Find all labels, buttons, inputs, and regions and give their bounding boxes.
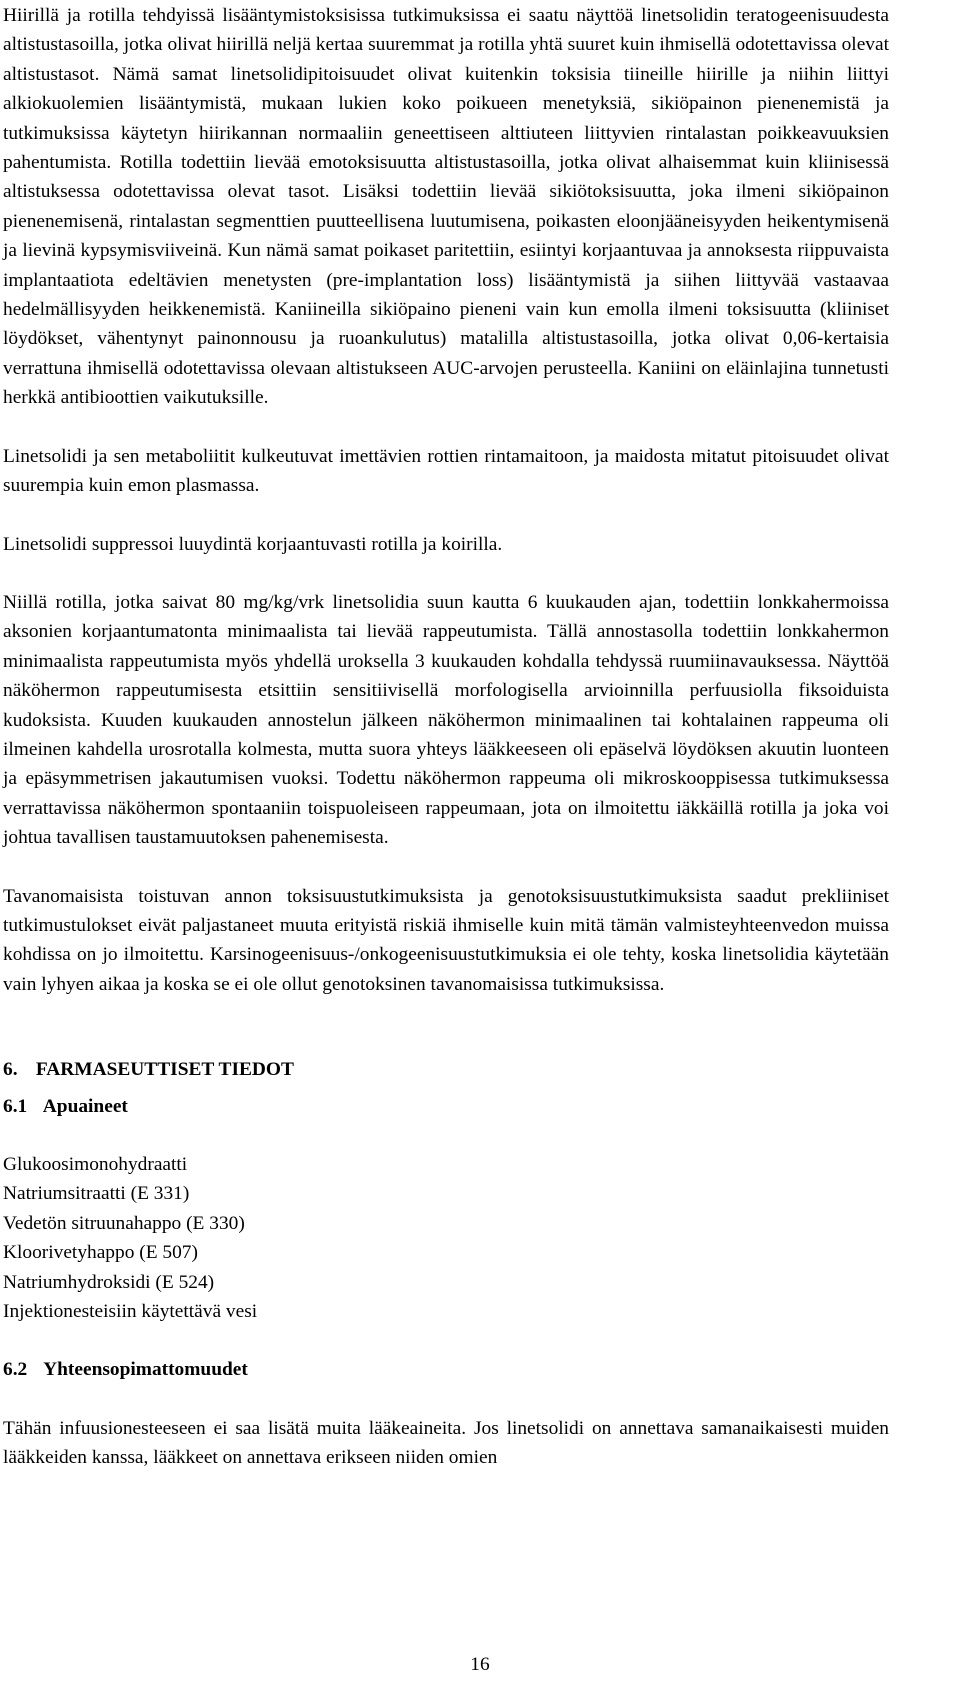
list-item: Injektionesteisiin käytettävä vesi	[3, 1301, 258, 1323]
paragraph-milk-excretion: Linetsolidi ja sen metaboliitit kulkeutuvat imettävien rottien rintamaitoon, ja maidosta mitatut pitoisuudet olivat suurempia kuin emon plasmassa.	[3, 445, 889, 497]
list-item: Natriumhydroksidi (E 524)	[3, 1271, 215, 1293]
list-item: Natriumsitraatti (E 331)	[3, 1183, 190, 1205]
section-6-1-title: Apuaineet	[42, 1095, 128, 1117]
section-6-number: 6.	[3, 1059, 18, 1081]
paragraph-bone-marrow: Linetsolidi suppressoi luuydintä korjaantuvasti rotilla ja koirilla.	[3, 533, 503, 555]
list-item: Glukoosimonohydraatti	[3, 1154, 188, 1175]
excipients-list	[3, 1150, 889, 1326]
section-6-title: FARMASEUTTISET TIEDOT	[35, 1059, 294, 1081]
paragraph-incompatibilities: Tähän infuusionesteeseen ei saa lisätä muita lääkeaineita. Jos linetsolidi on annettava samanaikaisesti muiden lääkkeiden kanssa, lääkkeet on annettava erikseen niiden omien	[3, 1417, 889, 1469]
section-6-2-number: 6.2	[3, 1359, 28, 1381]
section-6-1-heading	[3, 1092, 889, 1121]
paragraph-nerve-degeneration: Niillä rotilla, jotka saivat 80 mg/kg/vrk linetsolidia suun kautta 6 kuukauden ajan, todettiin lonkkahermoissa aksonien korjaantumatonta minimaalista tai lievää rappeutumista. Tällä annostasolla todettiin lonkkahermon minimaalista rappeutumista myös yhdellä uroksella 3 kuukauden kohdalla tehdyssä ruumiinavauksessa. Näyttöä näköhermon rappeutumisesta etsittiin sensitiivisellä morfologisella arvioinnilla perfuusiolla fiksoiduista kudoksista. Kuuden kuukauden annostelun jälkeen näköhermon minimaalinen tai kohtalainen rappeuma oli ilmeinen kahdella urosrotalla kolmesta, mutta suora yhteys lääkkeeseen oli epäselvä löydöksen akuutin luonteen ja epäsymmetrisen jakautumisen vuoksi. Todettu näköhermon rappeuma oli mikroskooppisessa tutkimuksessa verrattavissa näköhermon spontaaniin toispuoleiseen rappeumaan, jota on ilmoitettu iäkkäillä rotilla ja joka voi johtua tavallisen taustamuutoksen pahenemisesta.	[3, 591, 889, 849]
page-content	[3, 0, 889, 1473]
section-6-2-heading	[3, 1355, 889, 1384]
list-item: Kloorivetyhappo (E 507)	[3, 1242, 198, 1264]
page-number: 16	[470, 1654, 490, 1675]
list-item: Vedetön sitruunahappo (E 330)	[3, 1212, 245, 1234]
paragraph-reproductive-toxicity: Hiirillä ja rotilla tehdyissä lisääntymistoksisissa tutkimuksissa ei saatu näyttöä linetsolidin teratogeenisuudesta altistustasoilla, jotka olivat hiirillä neljä kertaa suuremmat ja rotilla yhtä suuret kuin ihmisellä odotettavissa olevat altistustasot. Nämä samat linetsolidipitoisuudet olivat kuitenkin toksisia tiineille hiirille ja niihin liittyi alkiokuolemien lisääntymistä, mukaan lukien koko poikueen menetyksiä, sikiöpainon pienenemistä ja tutkimuksissa käytetyn hiirikannan normaaliin geneettiseen alttiuteen liittyvien rintalastan poikkeavuuksien pahentumista. Rotilla todettiin lievää emotoksisuutta altistustasoilla, jotka olivat alhaisemmat kuin kliinisessä altistuksessa odotettavissa olevat tasot. Lisäksi todettiin lievää sikiötoksisuutta, joka ilmeni sikiöpainon pienenemisenä, rintalastan segmenttien puutteellisena luutumisena, poikasten eloonjääneisyyden heikentymisenä ja lievinä kypsymisviiveinä. Kun nämä samat poikaset paritettiin, esiintyi korjaantuvaa ja annoksesta riippuvaista implantaatiota edeltävien menetysten (pre-implantation loss) lisääntymistä ja siihen liittyvää vastaavaa hedelmällisyyden heikkenemistä. Kaniineilla sikiöpaino pieneni vain kun emolla ilmeni toksisuutta (kliiniset löydökset, vähentynyt painonnousu ja ruoankulutus) matalilla altistustasoilla, jotka olivat 0,06-kertaisia verrattuna ihmisellä odotettavissa olevaan altistukseen AUC-arvojen perusteella. Kaniini on eläinlajina tunnetusti herkkä antibioottien vaikutuksille.	[3, 5, 889, 409]
paragraph-genotoxicity: Tavanomaisista toistuvan annon toksisuustutkimuksista ja genotoksisuustutkimuksista saadut prekliiniset tutkimustulokset eivät paljastaneet muuta erityistä riskiä ihmiselle kuin mitä tämän valmisteyhteenvedon muissa kohdissa on jo ilmoitettu. Karsinogeenisuus-/onkogeenisuustutkimuksia ei ole tehty, koska linetsolidia käytetään vain lyhyen aikaa ja koska se ei ole ollut genotoksinen tavanomaisissa tutkimuksissa.	[3, 885, 889, 995]
section-6-1-number: 6.1	[3, 1095, 28, 1117]
section-6-heading	[3, 1055, 889, 1084]
section-6-2-title: Yhteensopimattomuudet	[43, 1359, 248, 1381]
